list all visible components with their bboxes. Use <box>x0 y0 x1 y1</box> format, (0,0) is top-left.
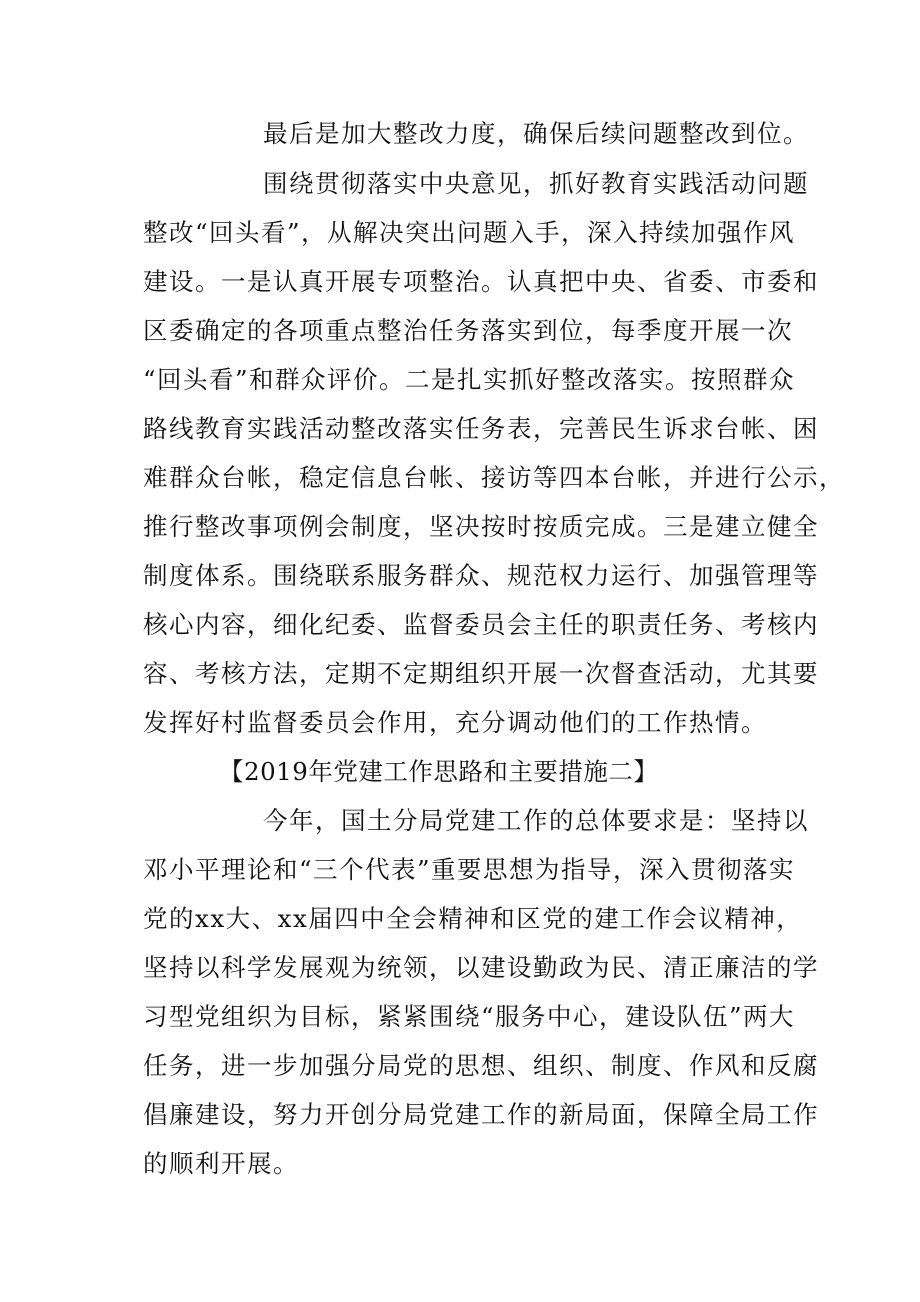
paragraph-3-line-7: 倡廉建设，努力开创分局党建工作的新局面，保障全局工作 <box>143 1100 819 1129</box>
paragraph-3-line-5: 习型党组织为目标，紧紧围绕“服务中心，建设队伍”两大 <box>143 1002 796 1031</box>
paragraph-2-line-4: 区委确定的各项重点整治任务落实到位，每季度开展一次 <box>143 316 793 345</box>
paragraph-3-line-3: 党的xx大、xx届四中全会精神和区党的建工作会议精神， <box>143 904 803 933</box>
paragraph-3-line-8: 的顺利开展。 <box>143 1149 299 1178</box>
paragraph-2-line-2: 整改“回头看”，从解决突出问题入手，深入持续加强作风 <box>143 218 796 247</box>
paragraph-3-line-1: 今年，国土分局党建工作的总体要求是：坚持以 <box>263 806 809 835</box>
paragraph-2-line-1: 围绕贯彻落实中央意见，抓好教育实践活动问题 <box>263 169 809 198</box>
paragraph-2-line-8: 推行整改事项例会制度，坚决按时按质完成。三是建立健全 <box>143 512 819 541</box>
paragraph-3-line-6: 任务，进一步加强分局党的思想、组织、制度、作风和反腐 <box>143 1051 819 1080</box>
paragraph-2-line-6: 路线教育实践活动整改落实任务表，完善民生诉求台帐、困 <box>143 414 819 443</box>
paragraph-2-line-7: 难群众台帐，稳定信息台帐、接访等四本台帐，并进行公示， <box>143 463 845 492</box>
paragraph-2-line-9: 制度体系。围绕联系服务群众、规范权力运行、加强管理等 <box>143 561 819 590</box>
paragraph-3-line-2: 邓小平理论和“三个代表”重要思想为指导，深入贯彻落实 <box>143 855 796 884</box>
paragraph-2-line-12: 发挥好村监督委员会作用，充分调动他们的工作热情。 <box>143 708 767 737</box>
paragraph-2-line-11: 容、考核方法，定期不定期组织开展一次督查活动，尤其要 <box>143 659 819 688</box>
paragraph-1-line-1: 最后是加大整改力度，确保后续问题整改到位。 <box>263 119 809 148</box>
section-heading: 【2019年党建工作思路和主要措施二】 <box>219 757 659 786</box>
paragraph-3-line-4: 坚持以科学发展观为统领，以建设勤政为民、清正廉洁的学 <box>143 953 819 982</box>
paragraph-2-line-10: 核心内容，细化纪委、监督委员会主任的职责任务、考核内 <box>143 610 819 639</box>
paragraph-2-line-3: 建设。一是认真开展专项整治。认真把中央、省委、市委和 <box>143 267 819 296</box>
paragraph-2-line-5: “回头看”和群众评价。二是扎实抓好整改落实。按照群众 <box>143 365 796 394</box>
